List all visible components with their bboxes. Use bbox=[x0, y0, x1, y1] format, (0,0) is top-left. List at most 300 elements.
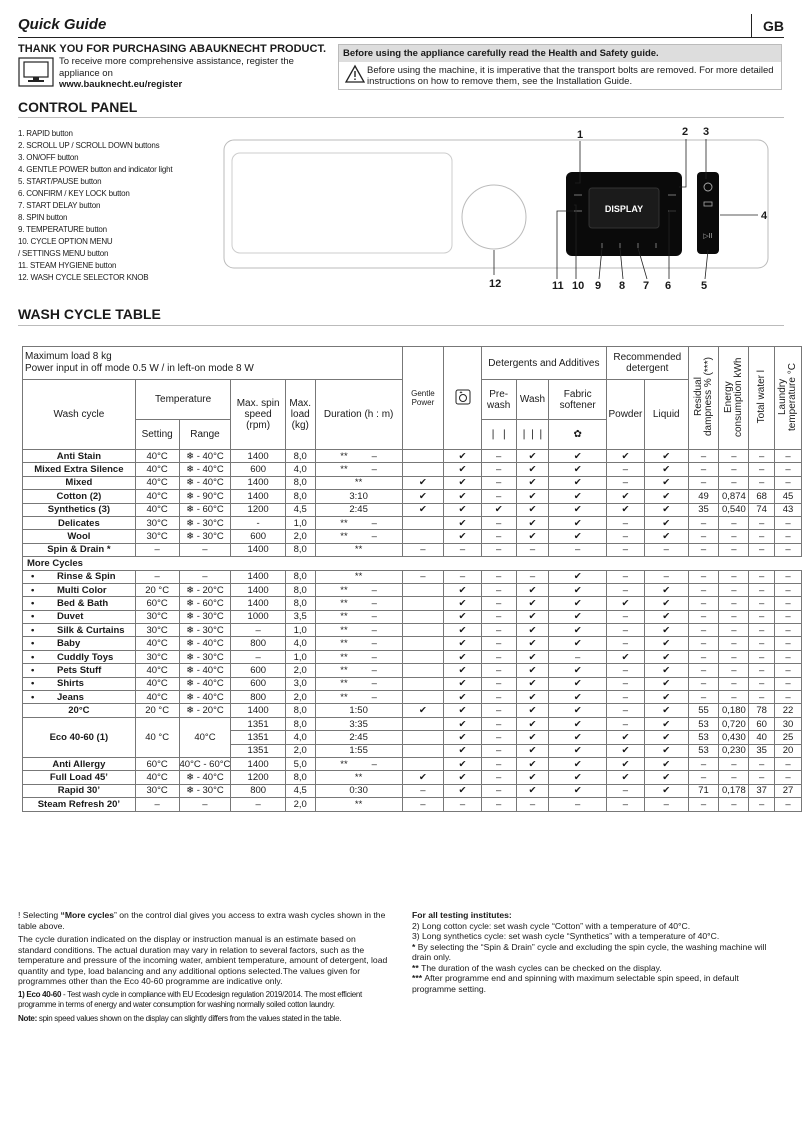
table-cell bbox=[402, 717, 444, 730]
table-cell: 1400 bbox=[231, 543, 285, 556]
table-row bbox=[23, 583, 802, 596]
cycle-name: 20°C bbox=[23, 704, 136, 717]
table-cell: 40°C - 60°C bbox=[179, 758, 231, 770]
table-cell: 8,0 bbox=[285, 450, 315, 463]
table-cell: 2,0 bbox=[285, 798, 315, 811]
table-cell: ❄ - 20°C bbox=[179, 704, 231, 717]
table-cell: – bbox=[481, 530, 516, 543]
table-cell: – bbox=[179, 570, 231, 583]
table-cell: – bbox=[481, 717, 516, 730]
table-cell: ❄ - 40°C bbox=[179, 691, 231, 704]
table-row bbox=[23, 610, 802, 623]
header-divider bbox=[751, 14, 753, 38]
notes-right: For all testing institutes: 2) Long cotton cycle: set wash cycle “Cotton” with a temperature of 40°C. 3) Long synthetics cycle: set wash cycle “Synthetics” with a temperature of 40°C. * By selecting the “Spin & Drain” cycle and excluding the spin cycle, the washing machine will drain only. ** The duration of the wash cycles can be checked on the display. *** After programme end and spinning with maximum selectable spin speed, in default programme setting. bbox=[412, 910, 767, 994]
table-cell: 1400 bbox=[231, 476, 285, 489]
table-cell: – bbox=[516, 798, 549, 811]
table-cell: 1351 bbox=[231, 717, 285, 730]
table-cell: – bbox=[606, 624, 644, 637]
table-cell: 22 bbox=[775, 704, 802, 717]
table-cell: ❄ - 30°C bbox=[179, 784, 231, 797]
table-cell: – bbox=[481, 744, 516, 757]
table-cell: 3:10 bbox=[315, 490, 402, 503]
table-cell: 800 bbox=[231, 691, 285, 704]
duration-header: Duration (h : m) bbox=[315, 380, 402, 450]
table-cell: ✔ bbox=[481, 503, 516, 516]
wash-cycle-table bbox=[22, 346, 802, 812]
register-link[interactable]: www.bauknecht.eu/register bbox=[59, 79, 183, 90]
table-cell: ✔ bbox=[516, 677, 549, 690]
table-cell: ✔ bbox=[644, 731, 688, 744]
table-cell: 40 °C bbox=[135, 717, 179, 757]
table-cell: 30 bbox=[775, 717, 802, 730]
table-cell: – bbox=[481, 624, 516, 637]
table-cell: ✔ bbox=[549, 731, 607, 744]
table-cell: – bbox=[719, 771, 749, 784]
table-cell: 1400 bbox=[231, 490, 285, 503]
table-cell: 1400 bbox=[231, 583, 285, 596]
table-cell: – bbox=[606, 516, 644, 529]
table-cell: 4,5 bbox=[285, 503, 315, 516]
table-cell: – bbox=[481, 798, 516, 811]
table-cell: 53 bbox=[688, 731, 719, 744]
power-text: Power input in off mode 0.5 W / in left-on mode 8 W bbox=[25, 363, 254, 374]
table-cell: ✔ bbox=[549, 717, 607, 730]
table-cell: – bbox=[688, 664, 719, 677]
table-cell: ✔ bbox=[444, 731, 482, 744]
table-cell bbox=[402, 731, 444, 744]
table-cell: ** bbox=[315, 771, 402, 784]
load-header: Max. load (kg) bbox=[285, 380, 315, 450]
table-cell: 55 bbox=[688, 704, 719, 717]
table-row bbox=[23, 503, 802, 516]
table-cell: ** – bbox=[315, 450, 402, 463]
table-cell: ✔ bbox=[644, 717, 688, 730]
table-row bbox=[23, 463, 802, 476]
table-cell: – bbox=[775, 530, 802, 543]
table-cell: – bbox=[775, 798, 802, 811]
table-cell: – bbox=[775, 610, 802, 623]
control-panel-item: 5. START/PAUSE button bbox=[18, 177, 102, 186]
table-cell: – bbox=[606, 583, 644, 596]
table-cell: ❄ - 40°C bbox=[179, 637, 231, 650]
energy-header: Energy consumption kWh bbox=[719, 347, 749, 450]
table-cell: 35 bbox=[688, 503, 719, 516]
table-cell: 30°C bbox=[135, 650, 179, 663]
table-cell: 1:50 bbox=[315, 704, 402, 717]
callout-6: 6 bbox=[665, 280, 672, 292]
table-cell: – bbox=[135, 543, 179, 556]
table-cell: – bbox=[481, 450, 516, 463]
table-cell: ✔ bbox=[516, 530, 549, 543]
table-cell: – bbox=[481, 610, 516, 623]
table-cell: – bbox=[719, 677, 749, 690]
table-cell: – bbox=[516, 570, 549, 583]
table-cell: 2:45 bbox=[315, 503, 402, 516]
table-cell: – bbox=[749, 543, 775, 556]
table-cell: ❄ - 30°C bbox=[179, 650, 231, 663]
table-cell: – bbox=[775, 450, 802, 463]
table-cell: ✔ bbox=[644, 784, 688, 797]
table-cell: ✔ bbox=[644, 476, 688, 489]
table-cell: – bbox=[719, 463, 749, 476]
table-cell: ✔ bbox=[644, 503, 688, 516]
table-cell: ✔ bbox=[549, 503, 607, 516]
table-cell: – bbox=[775, 691, 802, 704]
cycle-name: • Silk & Curtains bbox=[23, 624, 136, 637]
table-row bbox=[23, 637, 802, 650]
prewash-header: Pre-wash bbox=[481, 380, 516, 420]
table-cell: ** – bbox=[315, 516, 402, 529]
table-cell: – bbox=[749, 677, 775, 690]
table-cell: 8,0 bbox=[285, 717, 315, 730]
table-cell: ✔ bbox=[444, 610, 482, 623]
table-cell: – bbox=[606, 798, 644, 811]
table-cell: – bbox=[688, 677, 719, 690]
table-cell: – bbox=[135, 798, 179, 811]
table-cell: – bbox=[775, 650, 802, 663]
table-cell: ✔ bbox=[549, 610, 607, 623]
table-cell: 45 bbox=[775, 490, 802, 503]
table-cell: ❄ - 90°C bbox=[179, 490, 231, 503]
table-cell: – bbox=[402, 570, 444, 583]
table-cell: 1351 bbox=[231, 731, 285, 744]
table-cell: ✔ bbox=[444, 691, 482, 704]
setting-header: Setting bbox=[135, 420, 179, 450]
control-panel-item: 8. SPIN button bbox=[18, 213, 68, 222]
table-cell: 30°C bbox=[135, 610, 179, 623]
table-cell: – bbox=[481, 691, 516, 704]
table-cell: – bbox=[231, 798, 285, 811]
table-cell: ✔ bbox=[516, 771, 549, 784]
table-cell: ✔ bbox=[606, 731, 644, 744]
table-cell: 74 bbox=[749, 503, 775, 516]
table-cell: ✔ bbox=[549, 463, 607, 476]
table-cell: ✔ bbox=[402, 771, 444, 784]
table-cell: 600 bbox=[231, 677, 285, 690]
table-row bbox=[23, 570, 802, 583]
table-cell: ✔ bbox=[444, 583, 482, 596]
table-cell: – bbox=[688, 637, 719, 650]
table-cell: 0,540 bbox=[719, 503, 749, 516]
table-cell: 20 °C bbox=[135, 704, 179, 717]
cycle-name: • Cuddly Toys bbox=[23, 650, 136, 663]
table-cell: – bbox=[775, 664, 802, 677]
table-cell bbox=[402, 664, 444, 677]
table-cell: – bbox=[644, 543, 688, 556]
table-cell: ✔ bbox=[549, 476, 607, 489]
divider bbox=[18, 325, 784, 326]
table-cell: – bbox=[688, 771, 719, 784]
table-cell: ✔ bbox=[402, 476, 444, 489]
table-cell: – bbox=[719, 691, 749, 704]
table-cell: ✔ bbox=[644, 744, 688, 757]
table-row bbox=[23, 450, 802, 463]
table-cell: ✔ bbox=[402, 704, 444, 717]
table-cell: ✔ bbox=[549, 704, 607, 717]
table-cell: ** – bbox=[315, 624, 402, 637]
table-cell: – bbox=[719, 570, 749, 583]
table-cell: – bbox=[549, 650, 607, 663]
table-cell: – bbox=[606, 610, 644, 623]
table-cell: ✔ bbox=[549, 771, 607, 784]
table-cell: – bbox=[719, 637, 749, 650]
table-cell: 60 bbox=[749, 717, 775, 730]
table-row bbox=[23, 597, 802, 610]
table-cell: ✔ bbox=[444, 744, 482, 757]
table-cell: ✔ bbox=[549, 516, 607, 529]
table-cell: – bbox=[688, 624, 719, 637]
table-cell: ❄ - 30°C bbox=[179, 516, 231, 529]
table-cell: ** bbox=[315, 543, 402, 556]
table-cell: ✔ bbox=[516, 704, 549, 717]
table-cell bbox=[402, 450, 444, 463]
callout-5: 5 bbox=[701, 280, 708, 292]
table-cell: – bbox=[719, 650, 749, 663]
table-cell: 0,230 bbox=[719, 744, 749, 757]
table-cell: – bbox=[749, 624, 775, 637]
table-cell: 78 bbox=[749, 704, 775, 717]
table-cell: ✔ bbox=[516, 650, 549, 663]
table-row bbox=[23, 650, 802, 663]
table-cell: ✔ bbox=[516, 610, 549, 623]
table-cell: 2,0 bbox=[285, 744, 315, 757]
table-cell: 0:30 bbox=[315, 784, 402, 797]
table-cell: – bbox=[749, 664, 775, 677]
table-cell: ✔ bbox=[549, 597, 607, 610]
table-cell: 3,0 bbox=[285, 677, 315, 690]
table-cell: ✔ bbox=[516, 490, 549, 503]
table-cell: 8,0 bbox=[285, 583, 315, 596]
table-cell: 2,0 bbox=[285, 530, 315, 543]
control-panel-item: 10. CYCLE OPTION MENU bbox=[18, 237, 113, 246]
table-cell bbox=[402, 624, 444, 637]
safety-body: Before using the machine, it is imperative that the transport bolts are removed. For more detailed instructions on how to remove them, see the Installation Guide. bbox=[367, 65, 774, 87]
table-cell: ✔ bbox=[549, 490, 607, 503]
table-cell: – bbox=[481, 664, 516, 677]
table-cell: 8,0 bbox=[285, 771, 315, 784]
table-cell: ✔ bbox=[444, 784, 482, 797]
powder-header: Powder bbox=[606, 380, 644, 450]
table-cell: ✔ bbox=[644, 664, 688, 677]
table-cell: – bbox=[549, 798, 607, 811]
table-cell: 1400 bbox=[231, 597, 285, 610]
table-cell: – bbox=[749, 691, 775, 704]
table-cell: ✔ bbox=[516, 744, 549, 757]
table-cell: 25 bbox=[775, 731, 802, 744]
table-cell: ✔ bbox=[444, 476, 482, 489]
water-header: Total water l bbox=[749, 347, 775, 450]
callout-7: 7 bbox=[643, 280, 650, 292]
table-cell: ✔ bbox=[444, 597, 482, 610]
table-cell: – bbox=[749, 637, 775, 650]
table-cell: 800 bbox=[231, 784, 285, 797]
table-cell: 40°C bbox=[135, 490, 179, 503]
divider bbox=[18, 117, 784, 118]
table-cell: 40°C bbox=[135, 463, 179, 476]
table-cell: 1400 bbox=[231, 570, 285, 583]
callout-1: 1 bbox=[577, 129, 584, 141]
table-row bbox=[23, 490, 802, 503]
table-cell: – bbox=[402, 543, 444, 556]
table-cell: 53 bbox=[688, 717, 719, 730]
table-cell: ✔ bbox=[444, 637, 482, 650]
table-cell: ✔ bbox=[516, 691, 549, 704]
table-cell: ✔ bbox=[644, 771, 688, 784]
table-cell: – bbox=[749, 463, 775, 476]
table-cell: ✔ bbox=[516, 476, 549, 489]
table-cell: ❄ - 30°C bbox=[179, 624, 231, 637]
table-cell: 600 bbox=[231, 530, 285, 543]
wash-icon: ❘❘❘ bbox=[516, 420, 549, 450]
table-cell: – bbox=[481, 704, 516, 717]
display-label: DISPLAY bbox=[604, 204, 644, 214]
table-cell: ✔ bbox=[644, 757, 688, 770]
laundry-temp-header: Laundry temperature °C bbox=[775, 347, 802, 450]
table-cell: ✔ bbox=[644, 624, 688, 637]
table-cell: ✔ bbox=[549, 757, 607, 770]
table-cell: ✔ bbox=[444, 516, 482, 529]
table-cell: 30°C bbox=[135, 784, 179, 797]
table-cell: ** bbox=[315, 570, 402, 583]
warning-icon bbox=[345, 65, 365, 83]
table-cell: ✔ bbox=[606, 744, 644, 757]
table-cell: ✔ bbox=[549, 583, 607, 596]
range-header: Range bbox=[179, 420, 231, 450]
table-cell: ✔ bbox=[516, 516, 549, 529]
control-panel-item: 11. STEAM HYGIENE button bbox=[18, 261, 117, 270]
table-cell bbox=[402, 610, 444, 623]
table-cell: – bbox=[606, 691, 644, 704]
table-cell: ❄ - 40°C bbox=[179, 450, 231, 463]
table-cell: – bbox=[606, 637, 644, 650]
table-cell: – bbox=[719, 624, 749, 637]
safety-title: Before using the appliance carefully read the Health and Safety guide. bbox=[339, 45, 781, 62]
table-cell: ✔ bbox=[516, 624, 549, 637]
table-cell: 40°C bbox=[135, 691, 179, 704]
table-cell: – bbox=[231, 650, 285, 663]
table-cell: 27 bbox=[775, 784, 802, 797]
table-cell: 60°C bbox=[135, 757, 179, 770]
table-cell: ** – bbox=[315, 691, 402, 704]
table-cell: 40°C bbox=[135, 677, 179, 690]
table-cell: ** – bbox=[315, 637, 402, 650]
control-panel-heading: CONTROL PANEL bbox=[18, 99, 138, 115]
table-cell: 1000 bbox=[231, 610, 285, 623]
table-cell: – bbox=[179, 798, 231, 811]
table-cell: 1200 bbox=[231, 771, 285, 784]
prewash-icon: ❘ ❘ bbox=[481, 420, 516, 450]
table-cell: ✔ bbox=[444, 463, 482, 476]
wash-cycle-header: Wash cycle bbox=[23, 380, 136, 450]
table-cell: 8,0 bbox=[285, 597, 315, 610]
control-panel-item: 3. ON/OFF button bbox=[18, 153, 79, 162]
table-cell: 2,0 bbox=[285, 691, 315, 704]
computer-icon bbox=[18, 57, 54, 87]
table-cell: ❄ - 40°C bbox=[179, 463, 231, 476]
table-cell: 40°C bbox=[135, 476, 179, 489]
table-cell: 8,0 bbox=[285, 476, 315, 489]
table-cell: 40°C bbox=[135, 771, 179, 784]
table-cell: – bbox=[481, 583, 516, 596]
table-cell: – bbox=[606, 570, 644, 583]
cycle-name: Wool bbox=[23, 530, 136, 543]
cycle-name: • Multi Color bbox=[23, 583, 136, 596]
control-panel-item: 9. TEMPERATURE button bbox=[18, 225, 107, 234]
table-cell: – bbox=[688, 798, 719, 811]
table-cell: ** – bbox=[315, 583, 402, 596]
control-panel-list bbox=[18, 128, 172, 284]
table-cell: ✔ bbox=[606, 597, 644, 610]
cycle-name: Anti Stain bbox=[23, 450, 136, 463]
table-cell: 4,0 bbox=[285, 463, 315, 476]
table-cell: – bbox=[749, 516, 775, 529]
table-cell: – bbox=[749, 610, 775, 623]
table-cell: – bbox=[231, 624, 285, 637]
table-cell: ✔ bbox=[644, 650, 688, 663]
control-panel-diagram bbox=[222, 126, 772, 292]
table-cell: ✔ bbox=[644, 610, 688, 623]
table-cell: – bbox=[444, 543, 482, 556]
table-cell: ✔ bbox=[516, 597, 549, 610]
table-cell: – bbox=[606, 664, 644, 677]
cycle-name: Spin & Drain * bbox=[23, 543, 136, 556]
table-cell: 30°C bbox=[135, 530, 179, 543]
table-cell: – bbox=[481, 677, 516, 690]
table-cell: – bbox=[719, 664, 749, 677]
table-cell: ✔ bbox=[549, 530, 607, 543]
table-cell: – bbox=[688, 450, 719, 463]
callout-2: 2 bbox=[682, 126, 689, 138]
table-cell: 40°C bbox=[179, 717, 231, 757]
table-cell: ✔ bbox=[644, 516, 688, 529]
table-cell: – bbox=[481, 771, 516, 784]
table-cell: 8,0 bbox=[285, 543, 315, 556]
table-cell: 1200 bbox=[231, 503, 285, 516]
table-cell: ** – bbox=[315, 530, 402, 543]
table-cell: – bbox=[644, 570, 688, 583]
table-cell: – bbox=[606, 463, 644, 476]
table-row bbox=[23, 677, 802, 690]
table-cell: 35 bbox=[749, 744, 775, 757]
table-cell: 3,5 bbox=[285, 610, 315, 623]
table-cell: – bbox=[481, 490, 516, 503]
table-cell: – bbox=[688, 516, 719, 529]
table-cell: ✔ bbox=[549, 450, 607, 463]
table-cell: ** – bbox=[315, 610, 402, 623]
svg-text:▷II: ▷II bbox=[703, 232, 713, 240]
table-cell: ✔ bbox=[644, 691, 688, 704]
register-text: To receive more comprehensive assistance, register the appliance on www.bauknecht.eu/register bbox=[59, 56, 294, 90]
table-cell: ✔ bbox=[444, 503, 482, 516]
table-cell: – bbox=[775, 677, 802, 690]
table-cell: ✔ bbox=[402, 490, 444, 503]
table-cell: ✔ bbox=[644, 677, 688, 690]
table-cell: 53 bbox=[688, 744, 719, 757]
callout-9: 9 bbox=[595, 280, 602, 292]
table-cell: ✔ bbox=[549, 677, 607, 690]
table-cell bbox=[402, 757, 444, 770]
table-cell: – bbox=[775, 771, 802, 784]
control-panel-item: / SETTINGS MENU button bbox=[18, 249, 109, 258]
cycle-name: Anti Allergy bbox=[23, 757, 136, 770]
table-cell: 1351 bbox=[231, 744, 285, 757]
table-cell: ✔ bbox=[516, 784, 549, 797]
table-cell: 20 °C bbox=[135, 583, 179, 596]
fabric-header: Fabric softener bbox=[549, 380, 607, 420]
table-cell: – bbox=[688, 476, 719, 489]
table-cell: – bbox=[688, 650, 719, 663]
language-code: GB bbox=[763, 18, 784, 34]
